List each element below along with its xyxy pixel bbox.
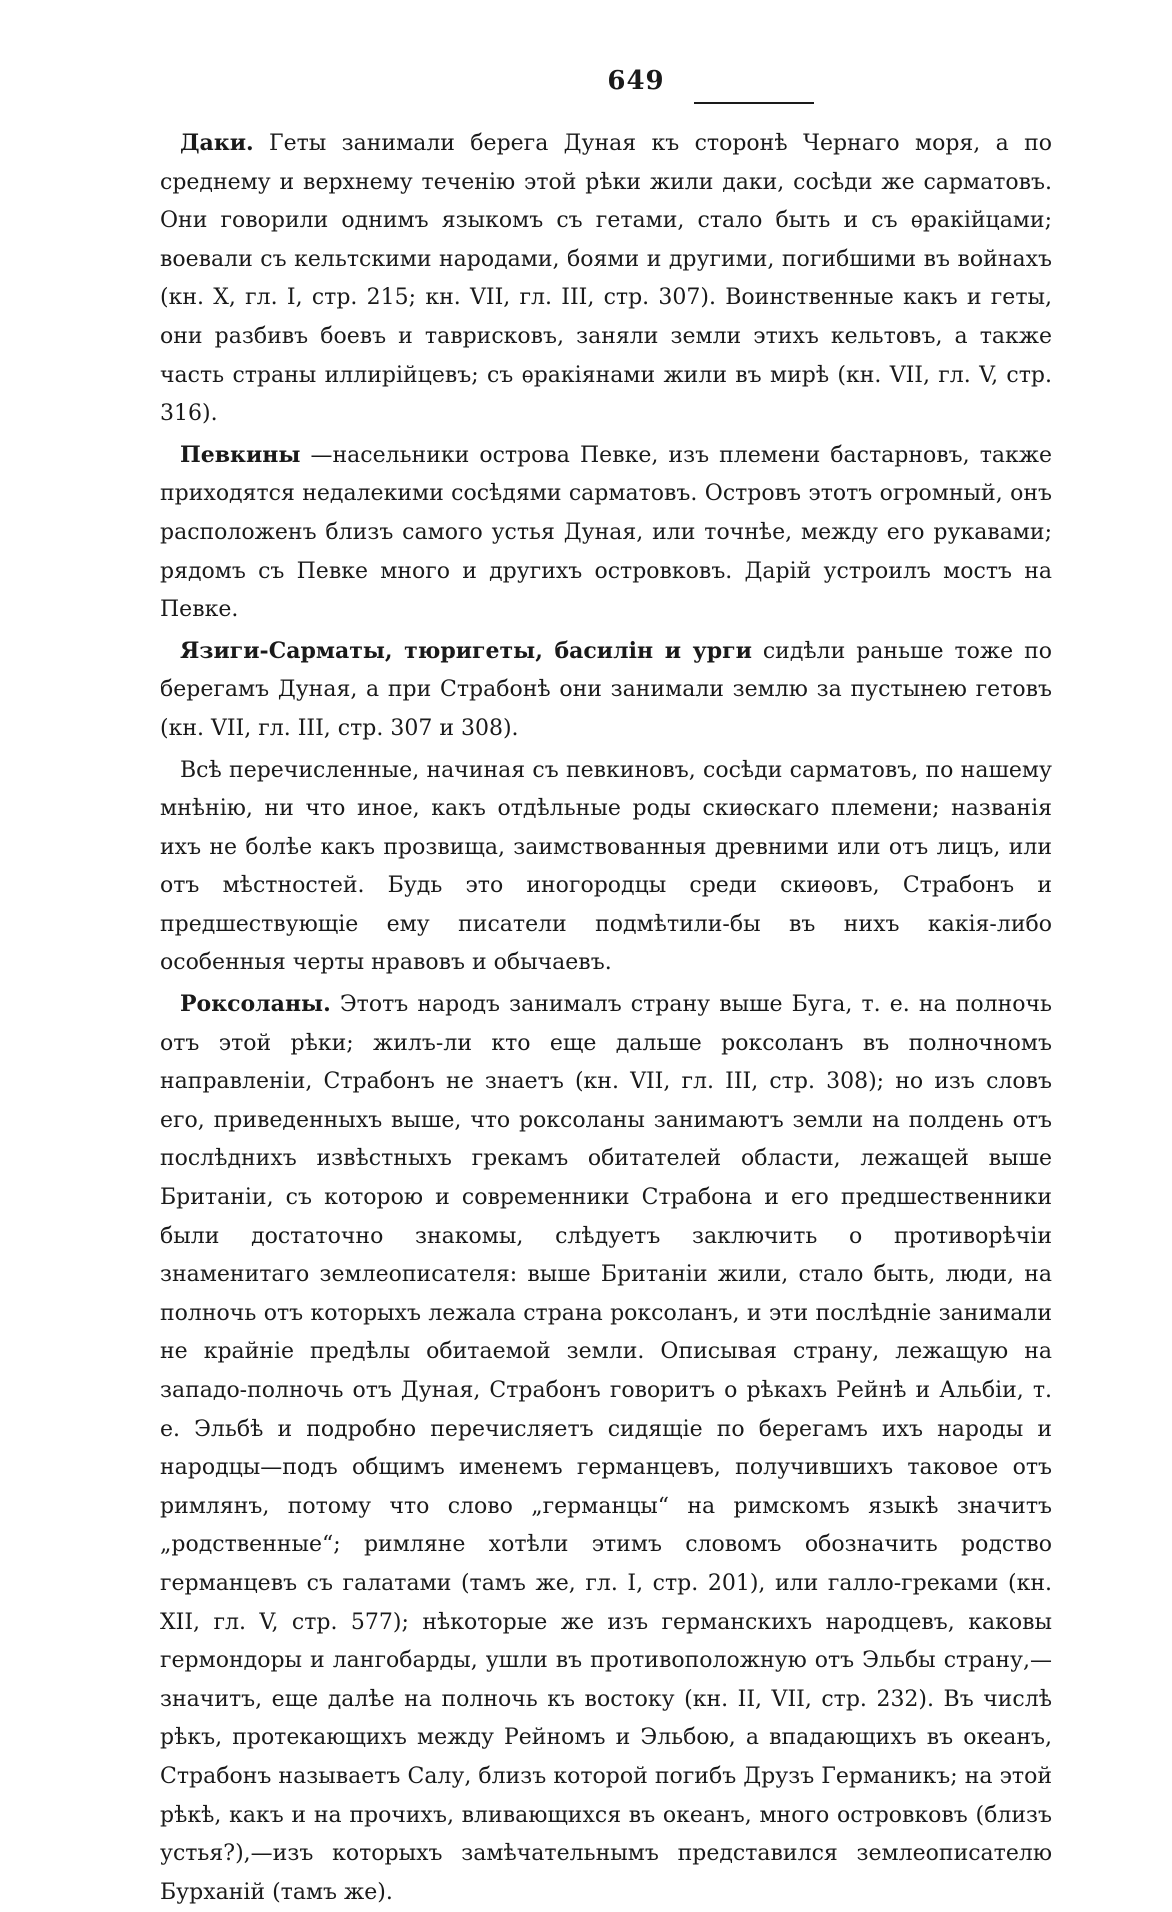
page-number: 649 — [607, 66, 665, 96]
paragraph-yazigi — [160, 632, 1052, 749]
paragraph-text: Всѣ перечисленные, начиная съ певкиновъ, сосѣди сарматовъ, по нашему мнѣнію, ни что иное, какъ отдѣльные роды скиѳскаго племени; названія ихъ не болѣе какъ прозвища, заимствованныя древними или отъ лицъ, или отъ мѣстностей. Будь это иногородцы среди скиѳовъ, Страбонъ и предшествующіе ему писатели подмѣтили-бы въ нихъ какія-либо особенныя черты нравовъ и обычаевъ. — [160, 757, 1052, 976]
paragraph-text: сидѣли раньше тоже по берегамъ Дуная, а при Страбонѣ они занимали землю за пустынею гетовъ (кн. VII, гл. III, стр. 307 и 308). — [160, 638, 1052, 741]
paragraph-roksolany — [160, 985, 1052, 1912]
paragraph-text: —насельники острова Певке, изъ племени бастарновъ, также приходятся недалекими сосѣдями сарматовъ. Островъ этотъ огромный, онъ расположенъ близъ самого устья Дуная, или точнѣе, между его рукавами; рядомъ съ Певке много и другихъ островковъ. Дарій устроилъ мостъ на Певке. — [160, 442, 1052, 623]
paragraph-heading: Роксоланы. — [180, 991, 331, 1018]
paragraph-heading: Даки. — [180, 130, 254, 156]
header-rule — [694, 102, 814, 104]
page-body — [160, 124, 1052, 1912]
paragraph-text: Этотъ народъ занималъ страну выше Буга, т. е. на полночь отъ этой рѣки; жилъ-ли кто еще дальше роксоланъ въ полночномъ направленіи, Страбонъ не знаетъ (кн. VII, гл. III, стр. 308); но изъ словъ его, приведенныхъ выше, что роксоланы занимаютъ земли на полдень отъ послѣднихъ извѣстныхъ грекамъ обитателей области, лежащей выше Британіи, съ которою и современники Страбона и его предшественники были достаточно знакомы, слѣдуетъ заключить о противорѣчіи знаменитаго землеописателя: выше Британіи жили, стало быть, люди, на полночь отъ которыхъ лежала страна роксоланъ, и эти послѣдніе занимали не крайніе предѣлы обитаемой земли. Описывая страну, лежащую на западо-полночь отъ Дуная, Страбонъ говоритъ о рѣкахъ Рейнѣ и Альбіи, т. е. Эльбѣ и подробно перечисляетъ сидящіе по берегамъ ихъ народы и народцы—подъ общимъ именемъ германцевъ, получившихъ таковое отъ римлянъ, потому что слово „германцы“ на римскомъ языкѣ значитъ „родственные“; римляне хотѣли этимъ словомъ обозначить родство германцевъ съ галатами (тамъ же, гл. I, стр. 201), или галло-греками (кн. XII, гл. V, стр. 577); нѣкоторые же изъ германскихъ народцевъ, каковы гермондоры и лангобарды, ушли въ противоположную отъ Эльбы страну,—значитъ, еще далѣе на полночь къ востоку (кн. II, VII, стр. 232). Въ числѣ рѣкъ, протекающихъ между Рейномъ и Эльбою, а впадающихъ въ океанъ, Страбонъ называетъ Салу, близъ которой погибъ Друзъ Германикъ; на этой рѣкѣ, какъ и на прочихъ, вливающихся въ океанъ, много островковъ (близъ устья?),—изъ которыхъ замѣчательнымъ представился землеописателю Бурханій (тамъ же). — [160, 992, 1052, 1905]
paragraph-heading: Певкины — [180, 441, 301, 468]
paragraph-daki — [160, 124, 1052, 434]
paragraph-heading: Язиги-Сарматы, тюригеты, басилін и урги — [180, 637, 752, 664]
paragraph-text: Геты занимали берега Дуная къ сторонѣ Чернаго моря, а по среднему и верхнему теченію этой рѣки жили даки, сосѣди же сарматовъ. Они говорили однимъ языкомъ съ гетами, стало быть и съ ѳракійцами; воевали съ кельтскими народами, боями и другими, погибшими въ войнахъ (кн. X, гл. I, стр. 215; кн. VII, гл. III, стр. 307). Воинственные какъ и геты, они разбивъ боевъ и таврисковъ, заняли земли этихъ кельтовъ, а также часть страны иллирійцевъ; съ ѳракіянами жили въ мирѣ (кн. VII, гл. V, стр. 316). — [160, 131, 1052, 427]
paragraph-summary — [160, 751, 1052, 984]
paragraph-pevkiny — [160, 436, 1052, 630]
